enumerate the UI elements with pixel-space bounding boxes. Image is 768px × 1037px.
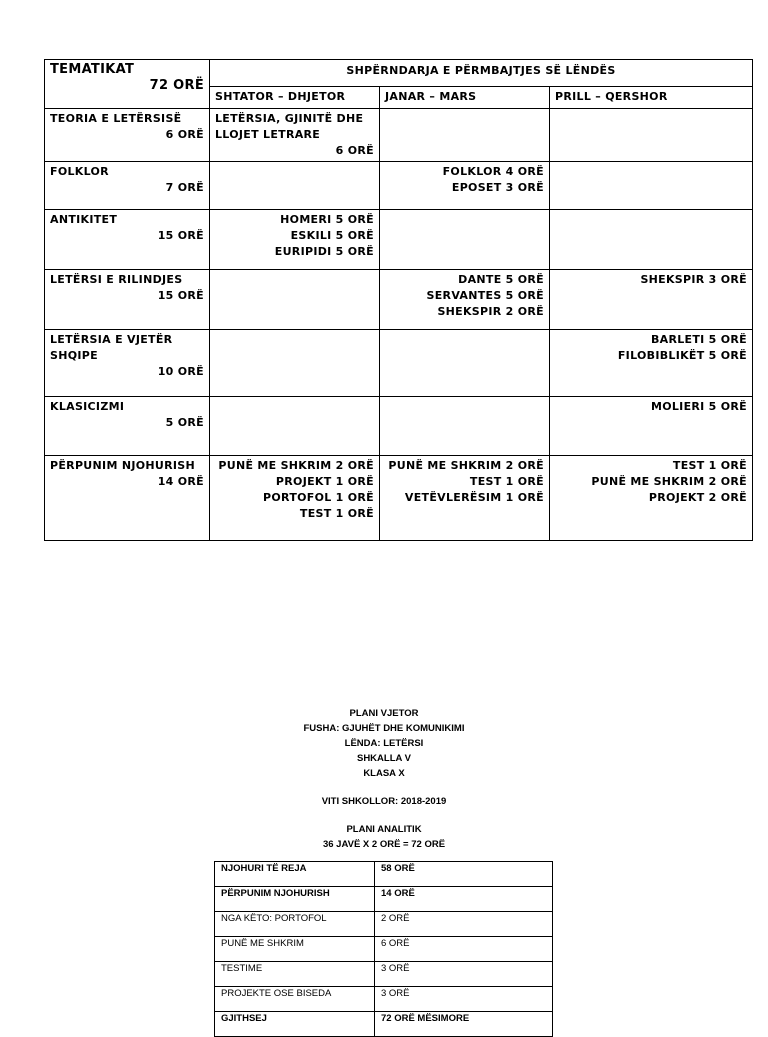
theme-hours: 15 ORË [157, 229, 204, 242]
content-distribution-table [44, 59, 753, 541]
theme-name: FOLKLOR [50, 165, 109, 178]
plan-header [0, 706, 768, 852]
hours-summary-table [214, 861, 553, 1037]
period-2-cell [380, 270, 550, 330]
level-line: SHKALLA V [356, 753, 411, 764]
period-3-cell [550, 456, 753, 541]
table-row [45, 330, 753, 397]
theme-cell [45, 330, 210, 397]
theme-cell [45, 397, 210, 456]
period-1-cell [210, 456, 380, 541]
content-entry: SERVANTES 5 ORË [426, 289, 544, 302]
table-row [45, 109, 753, 162]
period-2-cell [380, 456, 550, 541]
period-header-1: SHTATOR – DHJETOR [210, 86, 380, 108]
summary-row [215, 987, 553, 1012]
content-entry: LLOJET LETRARE [215, 128, 321, 141]
period-2-cell [380, 330, 550, 397]
summary-value: 3 ORË [375, 987, 553, 1012]
table-row [45, 162, 753, 210]
theme-cell [45, 210, 210, 270]
summary-row [215, 937, 553, 962]
hours-formula: 36 JAVË X 2 ORË = 72 ORË [322, 839, 446, 850]
theme-hours: 5 ORË [165, 416, 204, 429]
period-1-cell [210, 397, 380, 456]
theme-name: ANTIKITET [50, 213, 118, 226]
theme-hours: 14 ORË [157, 475, 204, 488]
period-1-cell [210, 210, 380, 270]
theme-hours: 15 ORË [157, 289, 204, 302]
theme-name: LETËRSI E RILINDJES [50, 273, 183, 286]
tematikat-header-cell [45, 60, 210, 109]
table-row [45, 456, 753, 541]
content-entry: BARLETI 5 ORË [650, 333, 747, 346]
school-year-line: VITI SHKOLLOR: 2018-2019 [321, 796, 447, 807]
content-entry: EPOSET 3 ORË [451, 181, 544, 194]
table-title: SHPËRNDARJA E PËRMBAJTJES SË LËNDËS [210, 60, 753, 87]
table-row [45, 397, 753, 456]
period-3-cell [550, 162, 753, 210]
content-entry: PUNË ME SHKRIM 2 ORË [591, 475, 747, 488]
period-header-3: PRILL – QERSHOR [550, 86, 753, 108]
period-1-cell [210, 109, 380, 162]
content-entry: HOMERI 5 ORË [280, 213, 374, 226]
summary-row [215, 962, 553, 987]
content-entry: FOLKLOR 4 ORË [442, 165, 544, 178]
summary-label: PROJEKTE OSE BISEDA [215, 987, 375, 1012]
period-1-cell [210, 162, 380, 210]
period-2-cell [380, 109, 550, 162]
table-header-row [45, 60, 753, 87]
summary-value: 72 ORË MËSIMORE [375, 1012, 553, 1037]
summary-label: NGA KËTO: PORTOFOL [215, 912, 375, 937]
theme-name: LETËRSIA E VJETËR [50, 333, 173, 346]
subject-line: LËNDA: LETËRSI [344, 738, 424, 749]
period-1-cell [210, 270, 380, 330]
table-row [45, 210, 753, 270]
period-1-cell [210, 330, 380, 397]
content-entry: SHEKSPIR 3 ORË [640, 273, 747, 286]
content-entry: EURIPIDI 5 ORË [274, 245, 374, 258]
content-entry: VETËVLERËSIM 1 ORË [404, 491, 544, 504]
theme-cell [45, 162, 210, 210]
content-entry: SHEKSPIR 2 ORË [437, 305, 544, 318]
summary-label: PËRPUNIM NJOHURISH [215, 887, 375, 912]
theme-hours: 10 ORË [157, 365, 204, 378]
summary-row [215, 912, 553, 937]
period-3-cell [550, 397, 753, 456]
theme-cell [45, 270, 210, 330]
summary-label: NJOHURI TË REJA [215, 862, 375, 887]
theme-cell [45, 456, 210, 541]
summary-row [215, 862, 553, 887]
content-entry: TEST 1 ORË [299, 507, 374, 520]
summary-value: 58 ORË [375, 862, 553, 887]
summary-label: GJITHSEJ [215, 1012, 375, 1037]
summary-value: 14 ORË [375, 887, 553, 912]
theme-name: PËRPUNIM NJOHURISH [50, 459, 195, 472]
period-header-2: JANAR – MARS [380, 86, 550, 108]
total-hours-label: 72 ORË [149, 78, 204, 93]
theme-hours: 7 ORË [165, 181, 204, 194]
period-2-cell [380, 397, 550, 456]
theme-hours: 6 ORË [165, 128, 204, 141]
period-3-cell [550, 330, 753, 397]
content-entry: LETËRSIA, GJINITË DHE [215, 112, 364, 125]
content-entry: MOLIERI 5 ORË [650, 400, 747, 413]
period-3-cell [550, 270, 753, 330]
summary-row [215, 887, 553, 912]
tematikat-label: TEMATIKAT [50, 62, 135, 77]
content-entry: TEST 1 ORË [672, 459, 747, 472]
theme-cell [45, 109, 210, 162]
summary-value: 3 ORË [375, 962, 553, 987]
summary-label: TESTIME [215, 962, 375, 987]
table-row [45, 270, 753, 330]
period-3-cell [550, 210, 753, 270]
theme-name: SHQIPE [50, 349, 98, 362]
content-entry: ESKILI 5 ORË [290, 229, 374, 242]
period-2-cell [380, 210, 550, 270]
content-entry: DANTE 5 ORË [458, 273, 544, 286]
content-entry: PUNË ME SHKRIM 2 ORË [388, 459, 544, 472]
period-3-cell [550, 109, 753, 162]
summary-label: PUNË ME SHKRIM [215, 937, 375, 962]
field-line: FUSHA: GJUHËT DHE KOMUNIKIMI [303, 723, 465, 734]
content-entry: FILOBIBLIKËT 5 ORË [617, 349, 747, 362]
summary-value: 6 ORË [375, 937, 553, 962]
analytic-plan-title: PLANI ANALITIK [346, 824, 422, 835]
theme-name: TEORIA E LETËRSISË [50, 112, 182, 125]
class-line: KLASA X [363, 768, 405, 779]
content-entry: PROJEKT 2 ORË [648, 491, 747, 504]
content-entry: PORTOFOL 1 ORË [263, 491, 374, 504]
plan-title: PLANI VJETOR [349, 708, 419, 719]
content-entry: PROJEKT 1 ORË [275, 475, 374, 488]
theme-name: KLASICIZMI [50, 400, 125, 413]
content-entry: PUNË ME SHKRIM 2 ORË [218, 459, 374, 472]
summary-row [215, 1012, 553, 1037]
period-2-cell [380, 162, 550, 210]
content-entry: 6 ORË [335, 144, 374, 157]
summary-value: 2 ORË [375, 912, 553, 937]
content-entry: TEST 1 ORË [469, 475, 544, 488]
